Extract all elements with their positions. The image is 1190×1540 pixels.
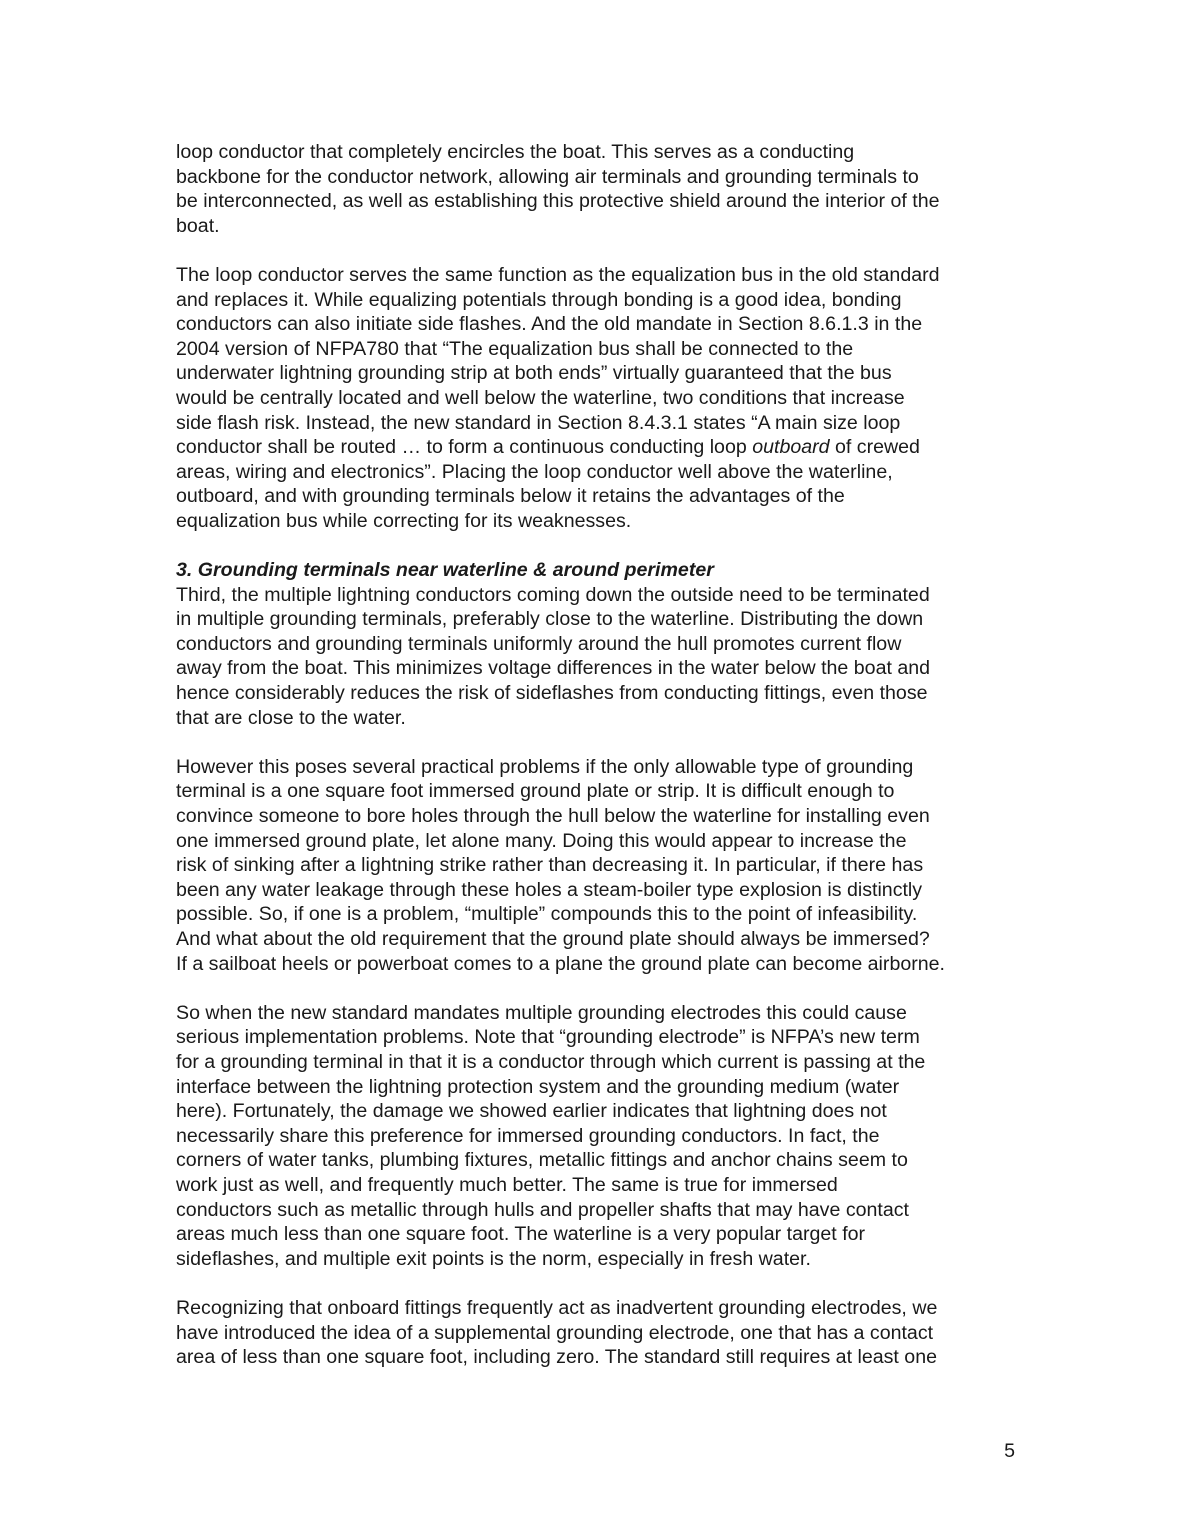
text-line: So when the new standard mandates multiple grounding electrodes this could cause (176, 1001, 907, 1024)
text-line: If a sailboat heels or powerboat comes to a plane the ground plate can become airborne. (176, 952, 945, 975)
text-line: away from the boat. This minimizes voltage differences in the water below the boat and (176, 657, 931, 680)
paragraph-third-grounding (176, 583, 1021, 731)
text-line: here). Fortunately, the damage we showed earlier indicates that lightning does not (176, 1100, 887, 1123)
text-line: convince someone to bore holes through the hull below the waterline for installing even (176, 805, 930, 828)
text-line: equalization bus while correcting for its weaknesses. (176, 509, 632, 532)
text-line: underwater lightning grounding strip at both ends” virtually guaranteed that the bus (176, 362, 892, 385)
text-line: corners of water tanks, plumbing fixtures, metallic fittings and anchor chains seem to (176, 1149, 908, 1172)
text-line: conductors such as metallic through hulls and propeller shafts that may have contact (176, 1198, 909, 1221)
text-run: conductor shall be routed … to form a continuous conducting loop (176, 436, 753, 459)
text-line: in multiple grounding terminals, preferably close to the waterline. Distributing the down (176, 608, 924, 631)
text-line: areas, wiring and electronics”. Placing the loop conductor well above the waterline, (176, 460, 893, 483)
paragraph-practical-problems (176, 755, 1021, 976)
text-line: and replaces it. While equalizing potentials through bonding is a good idea, bonding (176, 288, 902, 311)
text-line: conductors and grounding terminals uniformly around the hull promotes current flow (176, 632, 902, 655)
text-line: been any water leakage through these holes a steam-boiler type explosion is distinctly (176, 878, 923, 901)
text-line: hence considerably reduces the risk of sideflashes from conducting fittings, even those (176, 682, 928, 705)
italic-term-outboard: outboard (752, 436, 830, 459)
text-line: possible. So, if one is a problem, “multiple” compounds this to the point of infeasibility. (176, 903, 918, 926)
text-line: outboard, and with grounding terminals below it retains the advantages of the (176, 485, 845, 508)
paragraph-grounding-electrodes (176, 1001, 1021, 1272)
page-number: 5 (1004, 1440, 1015, 1462)
text-line: And what about the old requirement that the ground plate should always be immersed? (176, 928, 930, 950)
text-line: work just as well, and frequently much better. The same is true for immersed (176, 1173, 838, 1196)
text-line: sideflashes, and multiple exit points is the norm, especially in fresh water. (176, 1247, 811, 1270)
text-line: backbone for the conductor network, allowing air terminals and grounding terminals to (176, 165, 919, 188)
text-line: side flash risk. Instead, the new standard in Section 8.4.3.1 states “A main size loop (176, 411, 901, 434)
text-line: Recognizing that onboard fittings frequently act as inadvertent grounding electrodes, we (176, 1296, 938, 1319)
text-line: risk of sinking after a lightning strike rather than decreasing it. In particular, if there has (176, 854, 924, 877)
text-line: have introduced the idea of a supplemental grounding electrode, one that has a contact (176, 1321, 934, 1344)
text-line: would be centrally located and well below the waterline, two conditions that increase (176, 386, 905, 409)
text-line: loop conductor that completely encircles the boat. This serves as a conducting (176, 141, 855, 163)
text-line: The loop conductor serves the same function as the equalization bus in the old standard (176, 263, 940, 286)
text-line: Third, the multiple lightning conductors coming down the outside need to be terminated (176, 583, 930, 606)
text-line: that are close to the water. (176, 706, 406, 729)
text-line: interface between the lightning protection system and the grounding medium (water (176, 1075, 900, 1098)
text-line: serious implementation problems. Note that “grounding electrode” is NFPA’s new term (176, 1026, 920, 1049)
text-line: 2004 version of NFPA780 that “The equalization bus shall be connected to the (176, 337, 854, 360)
section-heading: 3. Grounding terminals near waterline & around perimeter (176, 559, 714, 582)
paragraph-equalization-bus (176, 263, 1021, 534)
text-line: However this poses several practical problems if the only allowable type of grounding (176, 755, 914, 778)
document-body (176, 140, 1021, 1394)
paragraph-loop-conductor-intro (176, 140, 1021, 238)
text-line: for a grounding terminal in that it is a conductor through which current is passing at the (176, 1050, 926, 1073)
paragraph-supplemental-electrode (176, 1296, 1021, 1370)
text-line: terminal is a one square foot immersed ground plate or strip. It is difficult enough to (176, 780, 895, 803)
text-line: boat. (176, 214, 220, 237)
text-line: be interconnected, as well as establishing this protective shield around the interior of the (176, 190, 940, 213)
text-line: areas much less than one square foot. The waterline is a very popular target for (176, 1223, 866, 1246)
text-run: of crewed (829, 436, 920, 459)
text-line: conductors can also initiate side flashes. And the old mandate in Section 8.6.1.3 in the (176, 313, 923, 336)
text-line: area of less than one square foot, including zero. The standard still requires at least one (176, 1346, 937, 1369)
text-line-with-italic (176, 435, 1021, 460)
text-line: one immersed ground plate, let alone many. Doing this would appear to increase the (176, 829, 907, 852)
text-line: necessarily share this preference for immersed grounding conductors. In fact, the (176, 1124, 880, 1147)
